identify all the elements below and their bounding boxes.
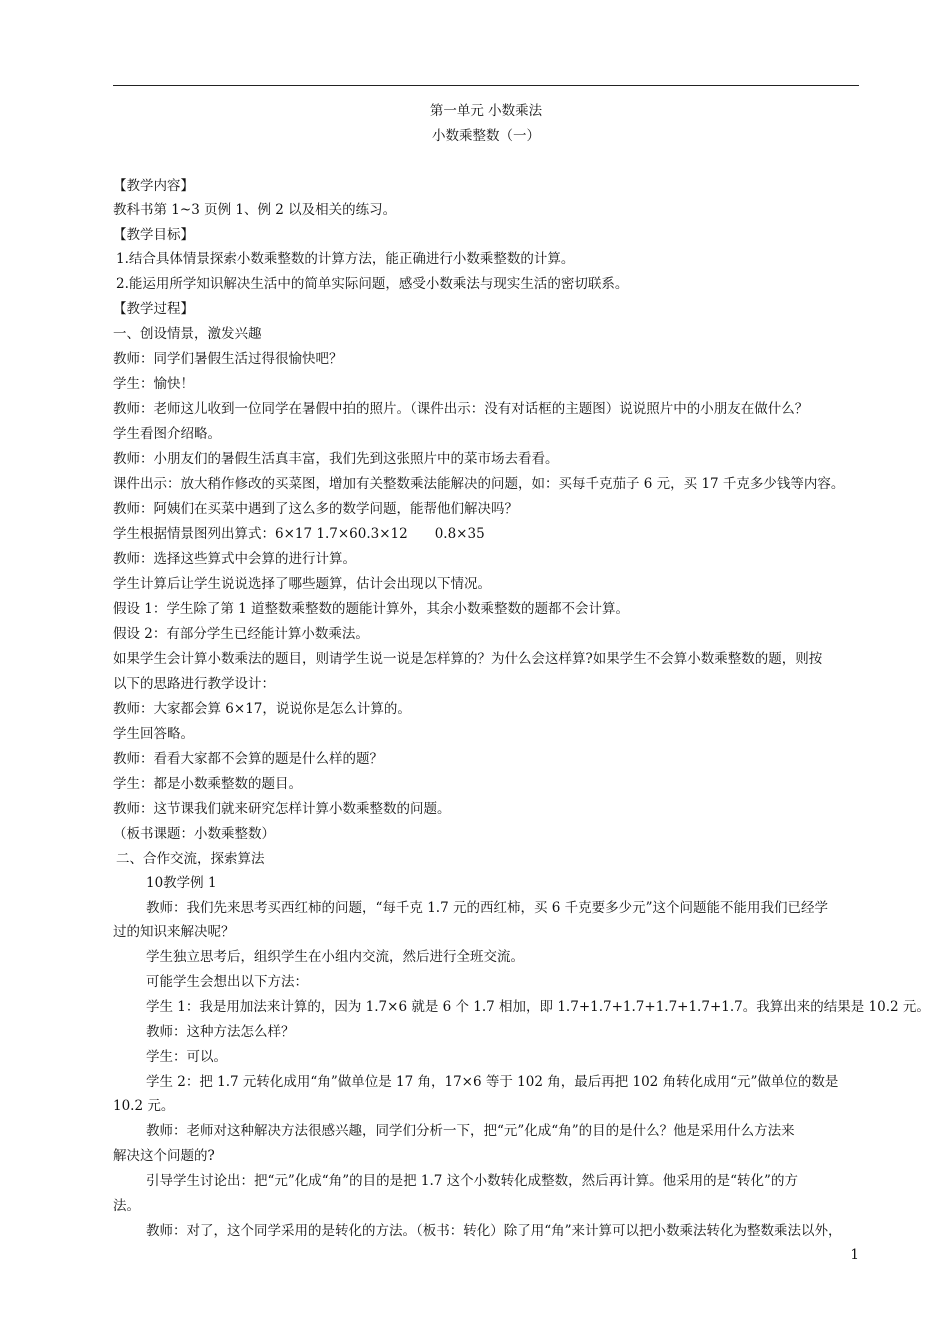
- text-line: 教师：阿姨们在买菜中遇到了这么多的数学问题，能帮他们解决吗？: [113, 501, 518, 517]
- text-line: 法。: [113, 1198, 140, 1214]
- text-line: 教师：对了，这个同学采用的是转化的方法。（板书：转化）除了用“角”来计算可以把小数乘法转化为整数乘法以外，: [146, 1223, 842, 1239]
- text-line: 学生回答略。: [113, 726, 194, 742]
- text-line: 教师：这种方法怎么样？: [146, 1024, 295, 1040]
- text-line: 学生计算后让学生说说选择了哪些题算，估计会出现以下情况。: [113, 576, 491, 592]
- text-line: 课件出示：放大稍作修改的买菜图，增加有关整数乘法能解决的问题，如：买每千克茄子 6 元，买 17 千克多少钱等内容。: [113, 476, 845, 492]
- page-number: 1: [850, 1247, 859, 1263]
- text-line: 教师：老师这儿收到一位同学在暑假中拍的照片。（课件出示：没有对话框的主题图）说说照片中的小朋友在做什么？: [113, 401, 809, 417]
- text-line: 学生根据情景图列出算式：6×17 1.7×60.3×12 0.8×35: [113, 526, 485, 542]
- text-line: 学生：可以。: [146, 1049, 227, 1065]
- text-line: 学生看图介绍略。: [113, 426, 221, 442]
- text-line: 学生：都是小数乘整数的题目。: [113, 776, 302, 792]
- text-line: 教师：选择这些算式中会算的进行计算。: [113, 551, 356, 567]
- text-line: 学生 1：我是用加法来计算的，因为 1.7×6 就是 6 个 1.7 相加，即 1.7+1.7+1.7+1.7+1.7+1.7。我算出来的结果是 10.2 元。: [146, 999, 930, 1015]
- text-line: 2.能运用所学知识解决生活中的简单实际问题，感受小数乘法与现实生活的密切联系。: [116, 276, 629, 292]
- page-subtitle: 小数乘整数（一）: [432, 128, 540, 144]
- text-line: 假设 1：学生除了第 1 道整数乘整数的题能计算外，其余小数乘整数的题都不会计算。: [113, 601, 630, 617]
- text-line: 【教学目标】: [113, 227, 194, 243]
- text-line: 可能学生会想出以下方法：: [146, 974, 308, 990]
- text-line: 如果学生会计算小数乘法的题目，则请学生说一说是怎样算的？为什么会这样算?如果学生不会算小数乘整数的题，则按: [113, 651, 823, 667]
- text-line: 教师：我们先来思考买西红柿的问题，“每千克 1.7 元的西红柿，买 6 千克要多少元”这个问题能不能用我们已经学: [146, 900, 829, 916]
- text-line: 以下的思路进行教学设计：: [113, 676, 275, 692]
- text-line: 教师：大家都会算 6×17，说说你是怎么计算的。: [113, 701, 411, 717]
- text-line: 学生 2：把 1.7 元转化成用“角”做单位是 17 角，17×6 等于 102 角，最后再把 102 角转化成用“元”做单位的数是: [146, 1074, 839, 1090]
- text-line: 一、创设情景，激发兴趣: [113, 326, 262, 342]
- text-line: 引导学生讨论出：把“元”化成“角”的目的是把 1.7 这个小数转化成整数，然后再计算。他采用的是“转化”的方: [146, 1173, 798, 1189]
- text-line: （板书课题：小数乘整数）: [113, 826, 275, 842]
- text-line: 教师：这节课我们就来研究怎样计算小数乘整数的问题。: [113, 801, 451, 817]
- text-line: 【教学内容】: [113, 178, 194, 194]
- text-line: 【教学过程】: [113, 301, 194, 317]
- text-line: 解决这个问题的?: [113, 1148, 215, 1164]
- text-line: 教师：看看大家都不会算的题是什么样的题？: [113, 751, 383, 767]
- text-line: 10教学例 1: [146, 875, 217, 891]
- page-title: 第一单元 小数乘法: [429, 103, 543, 119]
- text-line: 教师：同学们暑假生活过得很愉快吧？: [113, 351, 343, 367]
- text-line: 学生：愉快！: [113, 376, 194, 392]
- text-line: 教师：老师对这种解决方法很感兴趣，同学们分析一下，把“元”化成“角”的目的是什么？他是采用什么方法来: [146, 1123, 795, 1139]
- text-line: 假设 2：有部分学生已经能计算小数乘法。: [113, 626, 369, 642]
- text-line: 教科书第 1~3 页例 1、例 2 以及相关的练习。: [113, 202, 397, 218]
- text-line: 学生独立思考后，组织学生在小组内交流，然后进行全班交流。: [146, 949, 524, 965]
- text-line: 二、合作交流，探索算法: [116, 851, 265, 867]
- text-line: 1.结合具体情景探索小数乘整数的计算方法，能正确进行小数乘整数的计算。: [116, 251, 575, 267]
- text-line: 10.2 元。: [113, 1098, 175, 1114]
- text-line: 过的知识来解决呢？: [113, 924, 235, 940]
- text-line: 教师：小朋友们的暑假生活真丰富，我们先到这张照片中的菜市场去看看。: [113, 451, 559, 467]
- header-rule: [113, 85, 859, 86]
